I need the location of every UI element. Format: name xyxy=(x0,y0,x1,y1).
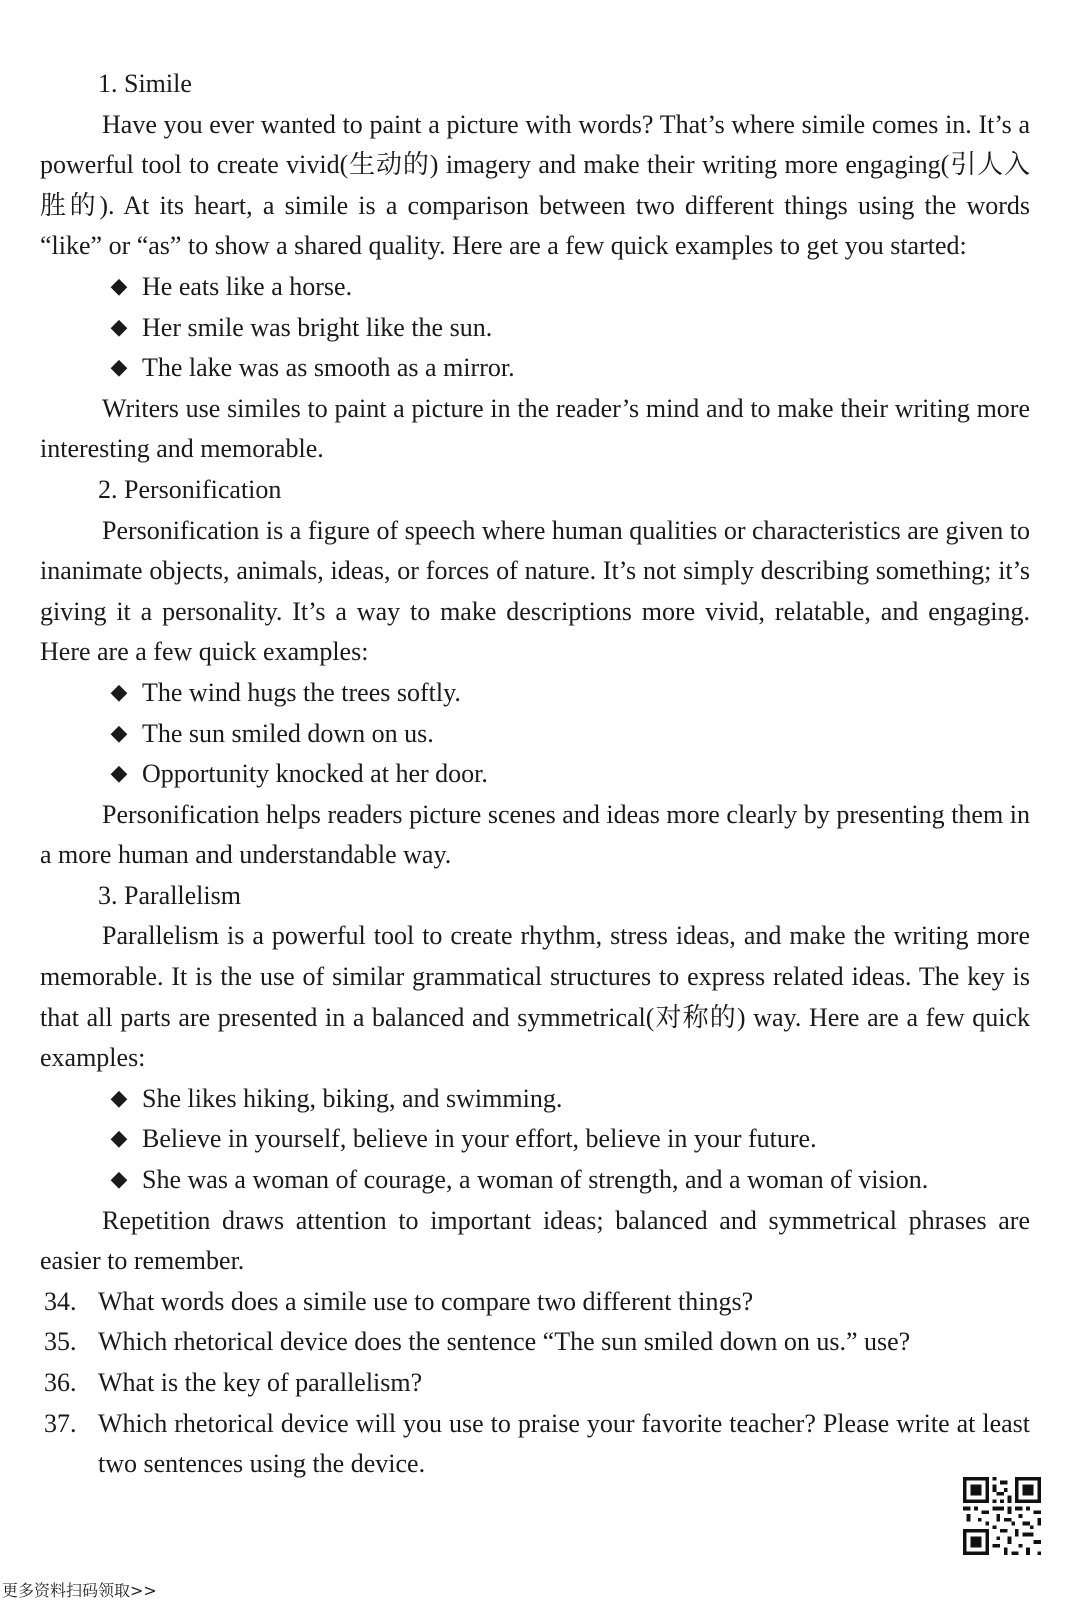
list-item xyxy=(40,1160,1030,1201)
list-item xyxy=(40,754,1030,795)
example-text: Believe in yourself, believe in your effort, believe in your future. xyxy=(142,1124,817,1154)
question-text: What words does a simile use to compare two different things? xyxy=(98,1286,754,1316)
section-heading: 3. Parallelism xyxy=(98,880,241,910)
diamond-bullet-icon: ◆ xyxy=(110,1085,128,1111)
example-text: She likes hiking, biking, and swimming. xyxy=(142,1083,563,1113)
example-text: She was a woman of courage, a woman of strength, and a woman of vision. xyxy=(142,1165,929,1195)
question-list xyxy=(40,1282,1030,1485)
section-parallelism xyxy=(40,876,1030,1282)
question-number: 35. xyxy=(44,1327,77,1357)
section-intro: Have you ever wanted to paint a picture with words? That’s where simile comes in. It’s a powerful tool to create vivid(生动的) imagery and make their writing more engaging(引人入胜的). At its heart, a simile is a comparison between two different things using the words “like” or “as” to show a shared quality. Here are a few quick examples to get you started: xyxy=(40,109,1030,261)
diamond-bullet-icon: ◆ xyxy=(110,355,128,381)
section-conclusion: Personification helps readers picture scenes and ideas more clearly by presenting them in a more human and understandable way. xyxy=(40,799,1030,870)
section-conclusion: Repetition draws attention to important ideas; balanced and symmetrical phrases are easier to remember. xyxy=(40,1205,1030,1276)
list-item xyxy=(40,714,1030,755)
question-number: 34. xyxy=(44,1286,77,1316)
diamond-bullet-icon: ◆ xyxy=(110,1167,128,1193)
qr-code-icon[interactable] xyxy=(963,1477,1041,1555)
question-text: What is the key of parallelism? xyxy=(98,1368,423,1397)
section-conclusion: Writers use similes to paint a picture in the reader’s mind and to make their writing more interesting and memorable. xyxy=(40,393,1030,464)
section-personification xyxy=(40,470,1030,876)
example-list xyxy=(40,267,1030,389)
list-item xyxy=(40,1079,1030,1120)
diamond-bullet-icon: ◆ xyxy=(110,761,128,787)
example-list xyxy=(40,1079,1030,1201)
list-item xyxy=(40,308,1030,349)
list-item xyxy=(40,348,1030,389)
passage-content xyxy=(40,64,1030,1485)
footer-note: 更多资料扫码领取>> xyxy=(2,1581,157,1600)
question-item xyxy=(40,1322,1030,1363)
example-text: The wind hugs the trees softly. xyxy=(142,677,461,707)
question-number: 37. xyxy=(44,1408,77,1438)
list-item xyxy=(40,267,1030,308)
question-number: 36. xyxy=(44,1368,77,1397)
list-item xyxy=(40,673,1030,714)
example-text: He eats like a horse. xyxy=(142,271,353,301)
example-list xyxy=(40,673,1030,795)
question-text: Which rhetorical device will you use to praise your favorite teacher? Please write at least two sentences using the device. xyxy=(98,1408,1030,1479)
section-intro: Parallelism is a powerful tool to create rhythm, stress ideas, and make the writing more memorable. It is the use of similar grammatical structures to express related ideas. The key is that all parts are presented in a balanced and symmetrical(对称的) way. Here are a few quick examples: xyxy=(40,921,1030,1073)
example-text: The sun smiled down on us. xyxy=(142,718,434,748)
list-item xyxy=(40,1119,1030,1160)
diamond-bullet-icon: ◆ xyxy=(110,273,128,299)
diamond-bullet-icon: ◆ xyxy=(110,679,128,705)
question-text: Which rhetorical device does the sentence “The sun smiled down on us.” use? xyxy=(98,1327,911,1357)
diamond-bullet-icon: ◆ xyxy=(110,720,128,746)
diamond-bullet-icon: ◆ xyxy=(110,314,128,340)
diamond-bullet-icon: ◆ xyxy=(110,1126,128,1152)
section-heading: 1. Simile xyxy=(98,69,192,98)
question-item xyxy=(40,1282,1030,1323)
section-simile xyxy=(40,64,1030,470)
example-text: Her smile was bright like the sun. xyxy=(142,312,493,342)
section-heading: 2. Personification xyxy=(98,474,282,504)
example-text: Opportunity knocked at her door. xyxy=(142,759,488,789)
section-intro: Personification is a figure of speech where human qualities or characteristics are given to inanimate objects, animals, ideas, or forces of nature. It’s not simply describing something; it’s giving it a personality. It’s a way to make descriptions more vivid, relatable, and engaging. Here are a few quick examples: xyxy=(40,515,1030,667)
question-item xyxy=(40,1404,1030,1485)
question-item xyxy=(40,1363,1030,1404)
example-text: The lake was as smooth as a mirror. xyxy=(142,353,515,383)
